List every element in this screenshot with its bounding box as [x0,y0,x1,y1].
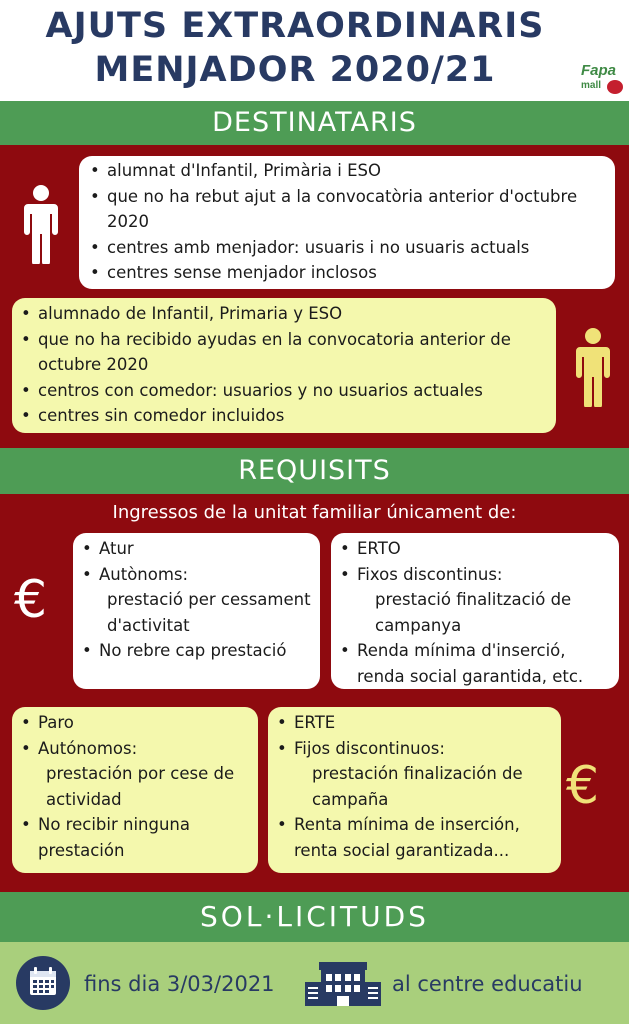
list-item: • No recibir ninguna prestación [18,812,254,863]
list-item: • centres sense menjador inclosos [87,260,607,286]
requisits-spanish-right-box [268,707,561,873]
requisits-catalan-left-box [73,533,320,689]
list-item-sub: prestación por cese de actividad [46,764,235,809]
destinataris-band [0,101,629,145]
list-item: • No rebre cap prestació [79,638,316,664]
requisits-subheading: Ingressos de la unitat familiar únicament de: [112,502,517,523]
title-line-2: MENJADOR 2020/21 [94,50,496,90]
person-icon [572,327,614,407]
logo-mark-icon [607,80,623,94]
solicituds-heading: SOL·LICITUDS [200,900,429,933]
list-item: • Atur [79,536,316,562]
requisits-spanish-left-box [12,707,258,873]
list-item-head: Fixos discontinus: [357,564,503,584]
requisits-catalan-right-list [337,536,615,689]
list-item: • centros con comedor: usuarios y no usuarios actuales [18,378,548,404]
list-item-sub: prestación finalización de campaña [312,764,523,809]
euro-icon: € [566,756,600,816]
euro-icon: € [14,570,48,630]
school-building-icon [303,960,383,1008]
requisits-spanish-left-list [18,710,254,863]
destinataris-heading: DESTINATARIS [212,107,417,138]
requisits-catalan-left-list [79,536,316,664]
logo-text-bottom: mall [581,80,602,91]
solicituds-band [0,892,629,942]
place-text: al centre educatiu [392,972,583,996]
list-item [18,736,254,813]
list-item: • Paro [18,710,254,736]
fapa-logo [575,58,629,102]
list-item [337,562,615,639]
requisits-band [0,448,629,494]
list-item-sub: prestació per cessament d'activitat [107,590,311,635]
title-line-1: AJUTS EXTRAORDINARIS [45,6,545,46]
list-item: • que no ha rebut ajut a la convocatòria anterior d'octubre 2020 [87,184,607,235]
destinataris-catalan-list [87,158,607,286]
list-item [79,562,316,639]
deadline-text: fins dia 3/03/2021 [84,972,275,996]
requisits-spanish-right-list [274,710,557,863]
page-title [30,4,560,92]
list-item-head: Autònoms: [99,564,189,584]
list-item: • ERTE [274,710,557,736]
list-item-sub: prestació finalització de campanya [375,590,572,635]
list-item: • Renda mínima d'inserció, renda social garantida, etc. [337,638,615,689]
list-item-head: Fijos discontinuos: [294,738,445,758]
requisits-catalan-right-box [331,533,619,689]
destinataris-spanish-box [12,298,556,433]
person-icon [20,184,62,264]
calendar-icon [16,956,70,1010]
destinataris-spanish-list [18,301,548,429]
list-item: • alumnado de Infantil, Primaria y ESO [18,301,548,327]
list-item: • alumnat d'Infantil, Primària i ESO [87,158,607,184]
list-item [274,736,557,813]
header [0,0,629,101]
list-item: • centres sin comedor incluidos [18,403,548,429]
list-item: • que no ha recibido ayudas en la convocatoria anterior de octubre 2020 [18,327,548,378]
destinataris-catalan-box [79,156,615,289]
list-item: • ERTO [337,536,615,562]
list-item-head: Autónomos: [38,738,138,758]
list-item: • centres amb menjador: usuaris i no usuaris actuals [87,235,607,261]
logo-text-top: Fapa [581,62,617,79]
requisits-heading: REQUISITS [238,455,391,486]
list-item: • Renta mínima de inserción, renta social garantizada... [274,812,557,863]
